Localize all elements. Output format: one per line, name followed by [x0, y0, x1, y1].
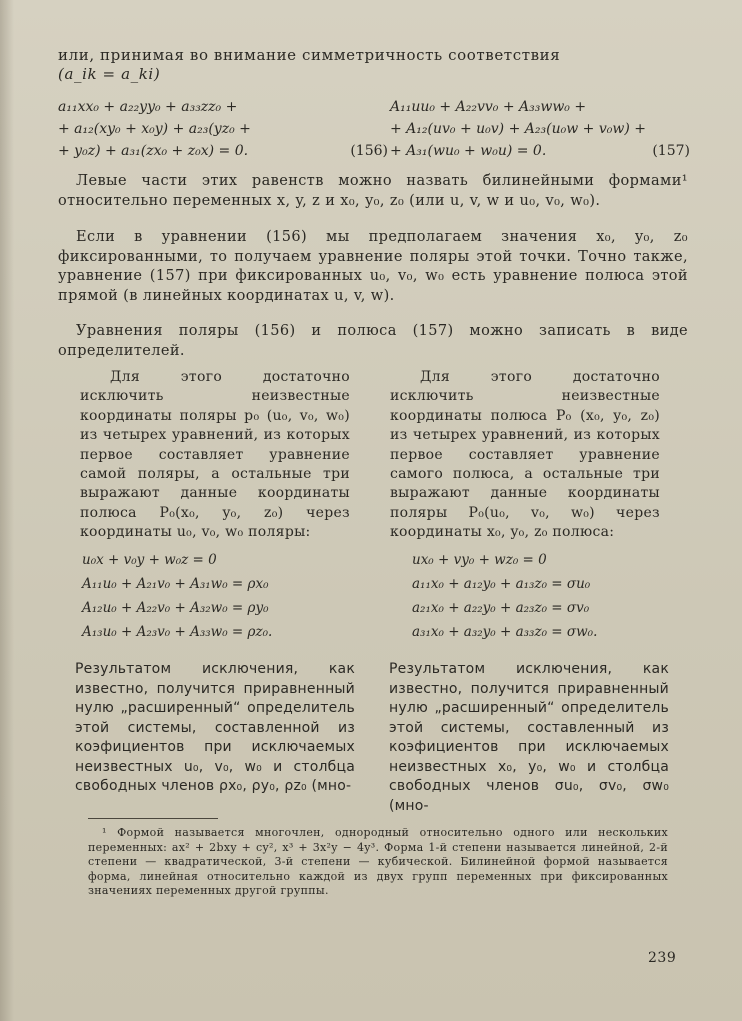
eq156-number: (156) — [350, 143, 388, 159]
right-equation-system — [412, 548, 682, 644]
paragraph-determinants: Уравнения поляры (156) и полюса (157) можно записать в виде определителей. — [58, 323, 688, 359]
eq156-line-3-text: + y₀z) + a₃₁(zx₀ + z₀x) = 0. — [58, 143, 249, 159]
right-result-paragraph: Результатом исключения, как известно, получится приравненный нулю „расширенный“ определитель этой системы, составленный из коэфициентов при исключаемых неизвестных x₀, y₀, w₀ и столбца свободных членов σu₀, σv₀, σw₀ (мно- — [389, 661, 669, 814]
eq157-number: (157) — [652, 143, 690, 159]
left-system-eq-1: u₀x + v₀y + w₀z = 0 — [82, 552, 217, 568]
right-system-eq-3: a₂₁x₀ + a₂₂y₀ + a₂₃z₀ = σv₀ — [412, 600, 590, 616]
intro-line-1: или, принимая во внимание симметричность соответствия — [58, 46, 561, 64]
right-system-eq-1: ux₀ + vy₀ + wz₀ = 0 — [412, 552, 547, 568]
equation-157 — [390, 96, 690, 162]
equation-156 — [58, 96, 388, 162]
left-system-eq-2: A₁₁u₀ + A₂₁v₀ + A₃₁w₀ = ρx₀ — [82, 576, 269, 592]
paragraph-polar-pole: Если в уравнении (156) мы предполагаем значения x₀, y₀, z₀ фиксированными, то получаем уравнение поляры этой точки. Точно также, уравнение (157) при фиксированных u₀, v₀, w₀ есть уравнение полюса этой прямой (в линейных координатах u, v, w). — [58, 229, 688, 304]
footnote-divider — [88, 818, 218, 819]
eq157-line-3 — [390, 140, 690, 162]
left-system-eq-4: A₁₃u₀ + A₂₃v₀ + A₃₃w₀ = ρz₀. — [82, 624, 273, 640]
left-result-paragraph: Результатом исключения, как известно, получится приравненный нулю „расширенный“ определитель этой системы, составленной из коэфициентов при исключаемых неизвестных u₀, v₀, w₀ и столбца свободных членов ρx₀, ρy₀, ρz₀ (мно- — [75, 661, 355, 794]
left-column-paragraph: Для этого достаточно исключить неизвестные координаты поляры p₀ (u₀, v₀, w₀) из четырех уравнений, из которых первое составляет уравнение самой поляры, а остальные три выражают данные координаты полюса P₀(x₀, y₀, z₀) через координаты u₀, v₀, w₀ поляры: — [80, 369, 350, 541]
right-column-text — [390, 368, 660, 543]
page-edge-shadow — [0, 0, 14, 1021]
right-system-eq-4: a₃₁x₀ + a₃₂y₀ + a₃₃z₀ = σw₀. — [412, 624, 598, 640]
eq157-line-2: + A₁₂(uv₀ + u₀v) + A₂₃(u₀w + v₀w) + — [390, 121, 646, 137]
eq156-line-3 — [58, 140, 388, 162]
page-number: 239 — [648, 950, 677, 966]
right-column-paragraph: Для этого достаточно исключить неизвестные координаты полюса P₀ (x₀, y₀, z₀) из четырех уравнений, из которых первое составляет уравнение самого полюса, а остальные три выражают данные координаты поляры P₀(u₀, v₀, w₀) через координаты x₀, y₀, z₀ полюса: — [390, 369, 660, 541]
left-equation-system — [82, 548, 352, 644]
paragraph-bilinear-forms: Левые части этих равенств можно назвать билинейными формами¹ относительно переменных x, y, z и x₀, y₀, z₀ (или u, v, w и u₀, v₀, w₀). — [58, 173, 688, 209]
left-system-eq-3: A₁₂u₀ + A₂₂v₀ + A₃₂w₀ = ρy₀ — [82, 600, 269, 616]
intro-text — [58, 46, 688, 84]
eq156-line-2: + a₁₂(xy₀ + x₀y) + a₂₃(yz₀ + — [58, 121, 251, 137]
footnote: ¹ Формой называется многочлен, однородный относительно одного или нескольких переменных: ax² + 2bxy + cy², x³ + 3x²y − 4y³. Форма 1-й степени называется линейной, 2-й степени — квадратической, 3-й степени — кубической. Билинейной формой называется форма, линейная относительно каждой из двух групп переменных при фиксированных значениях переменных другой группы. — [88, 826, 668, 898]
eq157-line-1: A₁₁uu₀ + A₂₂vv₀ + A₃₃ww₀ + — [390, 99, 587, 115]
intro-line-2: (a_ik = a_ki) — [58, 65, 161, 83]
eq156-line-1: a₁₁xx₀ + a₂₂yy₀ + a₃₃zz₀ + — [58, 99, 238, 115]
right-system-eq-2: a₁₁x₀ + a₁₂y₀ + a₁₃z₀ = σu₀ — [412, 576, 591, 592]
eq157-line-3-text: + A₃₁(wu₀ + w₀u) = 0. — [390, 143, 547, 159]
left-column-text — [80, 368, 350, 543]
